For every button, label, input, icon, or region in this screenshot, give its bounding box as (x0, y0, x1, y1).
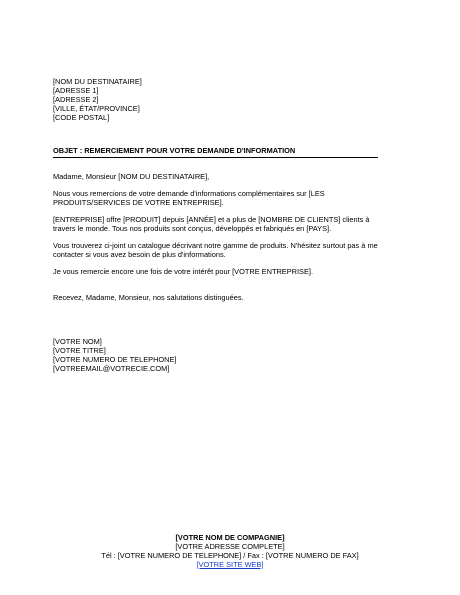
recipient-postal-code: [CODE POSTAL] (53, 113, 110, 122)
body-paragraph-3: Vous trouverez ci-joint un catalogue décrivant notre gamme de produits. N'hésitez surtout pas à me contacter si vous avez besoin de plus d'informations. (53, 241, 378, 259)
letterhead-footer (0, 533, 460, 569)
footer-company-name: [VOTRE NOM DE COMPAGNIE] (175, 533, 285, 542)
footer-contact: Tél : [VOTRE NUMERO DE TELEPHONE] / Fax : [VOTRE NUMERO DE FAX] (101, 551, 359, 560)
body-paragraph-1: Nous vous remercions de votre demande d'informations complémentaires sur [LES PRODUITS/SERVICES DE VOTRE ENTREPRISE]. (53, 189, 325, 207)
footer-address: [VOTRE ADRESSE COMPLETE] (175, 542, 285, 551)
subject-line: OBJET : REMERCIEMENT POUR VOTRE DEMANDE D'INFORMATION (53, 146, 296, 155)
closing-line: Recevez, Madame, Monsieur, nos salutations distinguées. (53, 293, 244, 302)
signer-title: [VOTRE TITRE] (53, 346, 106, 355)
recipient-address-line-2: [ADRESSE 2] (53, 95, 99, 104)
recipient-address (53, 77, 142, 122)
footer-website-link[interactable]: [VOTRE SITE WEB] (196, 560, 264, 569)
body-paragraph-2: [ENTREPRISE] offre [PRODUIT] depuis [ANNÉE] et a plus de [NOMBRE DE CLIENTS] clients à travers le monde. Tous nos produits sont conçus, développés et fabriqués en [PAYS]. (53, 215, 370, 233)
recipient-city-state: [VILLE, ÉTAT/PROVINCE] (53, 104, 140, 113)
salutation: Madame, Monsieur [NOM DU DESTINATAIRE], (53, 172, 210, 181)
body-paragraph-4: Je vous remercie encore une fois de votre intérêt pour [VOTRE ENTREPRISE]. (53, 267, 314, 276)
signer-phone: [VOTRE NUMERO DE TELEPHONE] (53, 355, 177, 364)
signer-name: [VOTRE NOM] (53, 337, 102, 346)
signature-block (53, 337, 176, 373)
recipient-name: [NOM DU DESTINATAIRE] (53, 77, 142, 86)
recipient-address-line-1: [ADRESSE 1] (53, 86, 99, 95)
signer-email: [VOTREEMAIL@VOTRECIE.COM] (53, 364, 170, 373)
subject-divider (53, 157, 378, 158)
